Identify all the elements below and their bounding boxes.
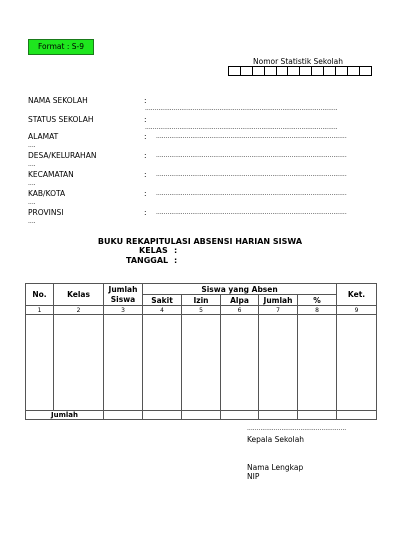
table-cell [104, 411, 143, 420]
column-number: 3 [104, 306, 143, 315]
field-label-kecamatan: KECAMATAN [28, 170, 74, 179]
table-cell [143, 411, 182, 420]
column-number: 1 [26, 306, 54, 315]
nss-box [348, 66, 360, 76]
table-cell [337, 315, 377, 411]
table-cell [104, 315, 143, 411]
field-label-kab-kota: KAB/KOTA [28, 189, 66, 198]
header-izin: Izin [182, 295, 221, 306]
nss-box [312, 66, 324, 76]
tanggal-label: TANGGAL [126, 256, 169, 265]
field-colon: : [144, 96, 147, 105]
table-body-row [26, 315, 377, 411]
signature-title: Kepala Sekolah [247, 435, 305, 444]
nss-box [336, 66, 348, 76]
field-trail: .... [28, 199, 36, 206]
column-number: 8 [298, 306, 337, 315]
field-dots: .................................................................................................... [156, 209, 347, 216]
header-siswa-absen: Siswa yang Absen [143, 284, 337, 295]
field-colon: : [144, 132, 147, 141]
field-colon: : [144, 170, 147, 179]
field-dots: .................................................................................................... [156, 133, 347, 140]
table-cell [182, 315, 221, 411]
table-cell [143, 315, 182, 411]
nss-box [229, 66, 241, 76]
field-trail: .... [28, 218, 36, 225]
table-cell [298, 411, 337, 420]
field-label-desa-kelurahan: DESA/KELURAHAN [28, 151, 97, 160]
field-trail: .... [28, 161, 36, 168]
field-label-status-sekolah: STATUS SEKOLAH [28, 115, 94, 124]
field-colon: : [144, 189, 147, 198]
table-cell [182, 411, 221, 420]
field-dots: .................................................................................................... [156, 152, 347, 159]
header-jumlah-siswa-top: Jumlah [104, 284, 143, 295]
nss-box [253, 66, 265, 76]
table-cell [337, 411, 377, 420]
field-dots: ..................................................................................................... [145, 124, 338, 131]
nss-box [288, 66, 300, 76]
header-kelas: Kelas [54, 284, 104, 306]
column-number: 7 [259, 306, 298, 315]
column-number: 9 [337, 306, 377, 315]
table-cell [221, 315, 259, 411]
table-cell [298, 315, 337, 411]
rekap-table [25, 283, 377, 420]
table-cell [221, 411, 259, 420]
field-dots: ..................................................................................................... [145, 105, 338, 112]
nss-box [277, 66, 289, 76]
nss-box [300, 66, 312, 76]
field-dots: .................................................................................................... [156, 171, 347, 178]
field-trail: .... [28, 142, 36, 149]
field-label-nama-sekolah: NAMA SEKOLAH [28, 96, 88, 105]
field-colon: : [144, 151, 147, 160]
kelas-label: KELAS [139, 246, 168, 255]
header-ket: Ket. [337, 284, 377, 306]
field-dots: .................................................................................................... [156, 190, 347, 197]
total-label: Jumlah [26, 411, 104, 420]
kelas-colon: : [174, 246, 178, 255]
column-number: 6 [221, 306, 259, 315]
header-no: No. [26, 284, 54, 306]
nss-label: Nomor Statistik Sekolah [253, 57, 344, 66]
table-cell [259, 315, 298, 411]
column-number: 5 [182, 306, 221, 315]
signature-nip: NIP [247, 472, 260, 481]
tanggal-colon: : [174, 256, 178, 265]
header-alpa: Alpa [221, 295, 259, 306]
format-badge: Format : S-9 [28, 39, 94, 55]
nss-box [265, 66, 277, 76]
signature-dots: .................................................... [247, 425, 347, 432]
nss-box [241, 66, 253, 76]
nss-boxes [228, 66, 372, 76]
nss-box [360, 66, 372, 76]
nss-box [324, 66, 336, 76]
column-number: 2 [54, 306, 104, 315]
table-cell [259, 411, 298, 420]
header-sakit: Sakit [143, 295, 182, 306]
column-number: 4 [143, 306, 182, 315]
field-trail: .... [28, 180, 36, 187]
field-label-alamat: ALAMAT [28, 132, 59, 141]
header-jumlah: Jumlah [259, 295, 298, 306]
table-cell [26, 315, 54, 411]
header-jumlah-siswa-bottom: Siswa [104, 295, 143, 306]
signature-name: Nama Lengkap [247, 463, 304, 472]
document-title: BUKU REKAPITULASI ABSENSI HARIAN SISWA [97, 237, 303, 246]
field-colon: : [144, 115, 147, 124]
field-colon: : [144, 208, 147, 217]
header-persen: % [298, 295, 337, 306]
table-cell [54, 315, 104, 411]
field-label-provinsi: PROVINSI [28, 208, 64, 217]
